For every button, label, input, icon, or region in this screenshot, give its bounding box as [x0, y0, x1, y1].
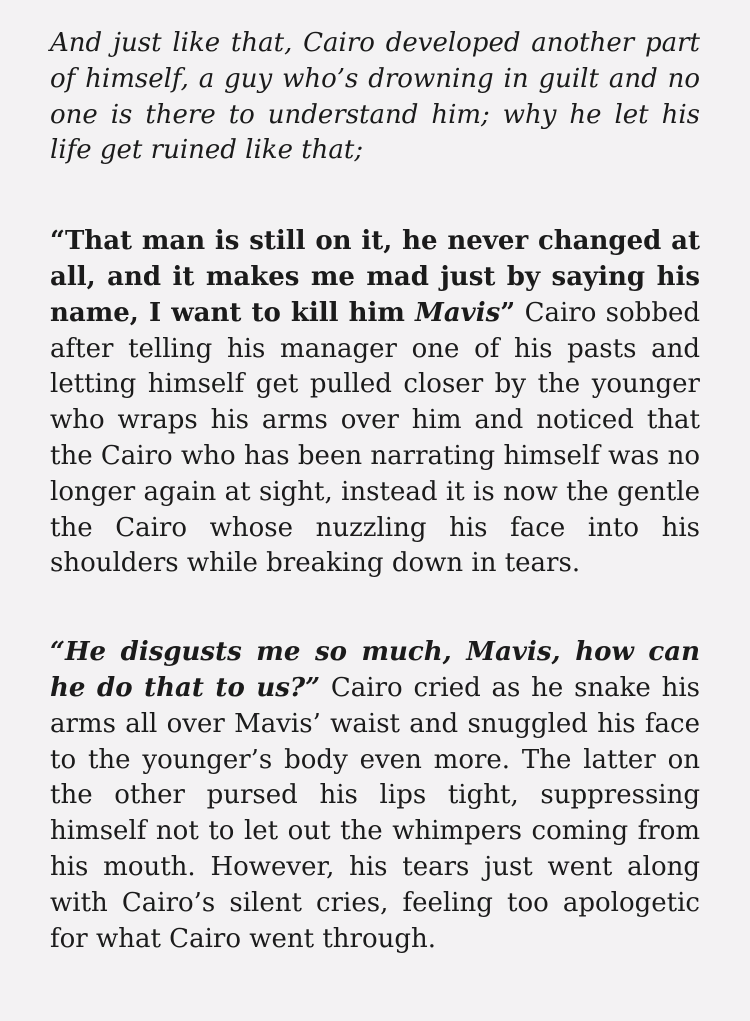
- narration-text: Cairo sobbed after telling his manager one of his pasts and letting himself get pulled closer by the younger who wraps his arms over him and noticed that the Cairo who has been narrating himself was no longer again at sight, instead it is now the gentle the Cairo whose nuzzling his face into his shoulders while breaking down in tears.: [50, 297, 700, 579]
- dialogue-quote: “He disgusts me so much, Mavis, how can he do that to us?”: [50, 637, 700, 703]
- paragraph-cairo-outburst: [50, 224, 700, 582]
- paragraph-cairo-cries: [50, 635, 700, 957]
- dialogue-close-quote: ”: [500, 297, 516, 328]
- paragraph-intro: And just like that, Cairo developed another part of himself, a guy who’s drowning in guilt and no one is there to understand him; why he let his life get ruined like that;: [50, 28, 700, 166]
- dialogue-name-emphasis: Mavis: [415, 297, 501, 328]
- narration-text: Cairo cried as he snake his arms all over Mavis’ waist and snuggled his face to the younger’s body even more. The latter on the other pursed his lips tight, suppressing himself not to let out the whimpers coming from his mouth. However, his tears just went along with Cairo’s silent cries, feeling too apologetic for what Cairo went through.: [50, 672, 701, 954]
- story-text: [50, 26, 700, 957]
- dialogue-quote: “That man is still on it, he never changed at all, and it makes me mad just by saying his name, I want to kill him: [50, 226, 700, 328]
